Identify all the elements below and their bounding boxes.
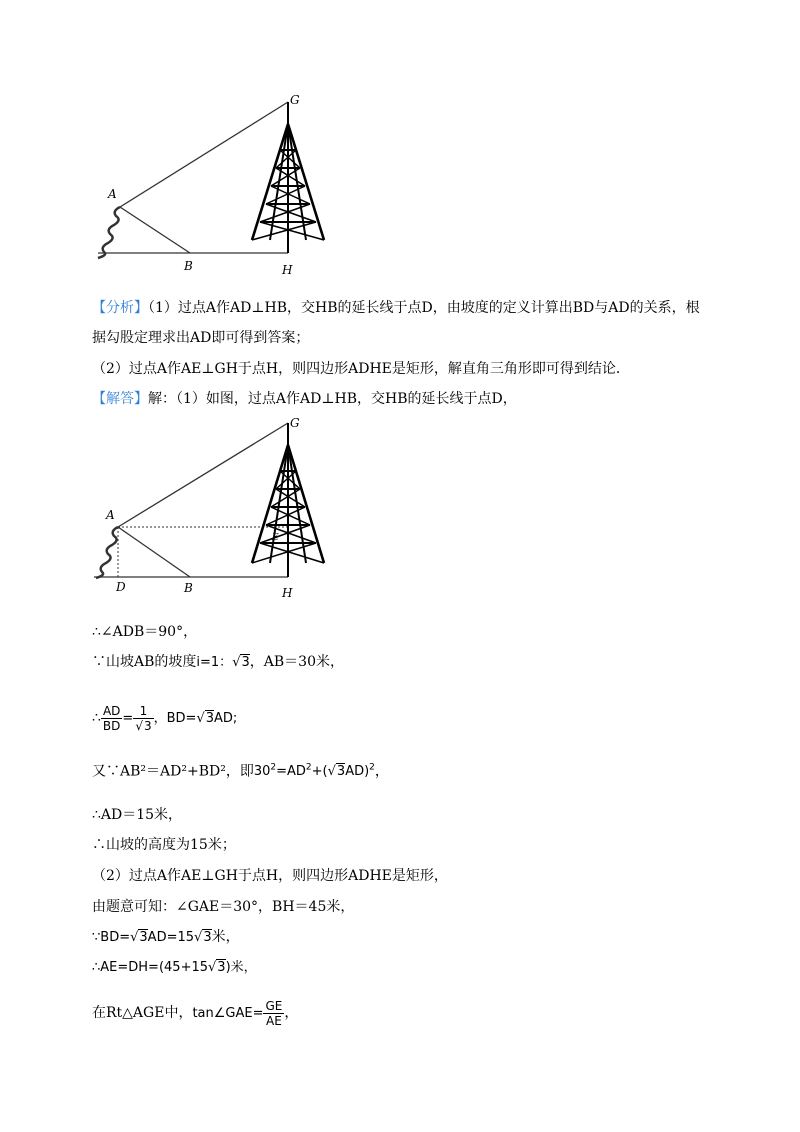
sqrt-value: 3: [217, 960, 226, 975]
sqrt-value: 3: [139, 930, 148, 945]
exp: 2: [305, 763, 312, 773]
exp: 2: [270, 763, 277, 773]
m-30: 30: [253, 764, 271, 780]
label-b: B: [184, 581, 193, 595]
numerator: 1: [133, 704, 153, 719]
m-ad-close: AD): [345, 764, 370, 780]
m-ad15: AD=15: [147, 930, 195, 945]
step-6: ∴山坡的高度为15米；: [92, 837, 236, 853]
sqrt-value: 3: [203, 930, 212, 945]
tan-expr: tan∠GAE=: [192, 1006, 264, 1021]
solution-tag: 【解答】: [92, 391, 148, 407]
step-7: （2）过点A作AE⊥GH于点H，则四边形ADHE是矩形，: [92, 868, 448, 884]
slope-squiggle: [96, 527, 118, 578]
step-11-text: 在Rt△AGE中，: [92, 1005, 193, 1021]
label-g: G: [290, 93, 300, 107]
sqrt-value: 3: [205, 711, 215, 726]
step-10: ∴AE=DH=(45+15√3)米，: [92, 960, 257, 975]
numerator: GE: [265, 998, 283, 1013]
numerator: AD: [101, 704, 122, 719]
fraction-1-sqrt3: [133, 704, 153, 733]
analysis-text-1: （1）过点A作AD⊥HB，交HB的延长线于点D，由坡度的定义计算出BD与AD的关系，根: [148, 300, 700, 316]
label-h: H: [282, 586, 293, 600]
m-ad: =AD: [276, 764, 306, 780]
slope-ratio: i=1：: [196, 655, 233, 670]
tower: [252, 102, 324, 253]
m-open: +(: [311, 764, 328, 780]
label-b: B: [184, 259, 193, 273]
line-ag: [120, 102, 288, 207]
step-3-tail: AD;: [214, 711, 238, 726]
m-ae: ∴AE=DH=(45+15: [92, 960, 208, 975]
step-9: ∵BD=√3AD=15√3米，: [92, 929, 240, 945]
label-e: E: [272, 533, 279, 543]
step-3: ∴ $\frac{AD}{BD}$ = $\frac{1}{√3}$ ，BD=√3AD;: [92, 703, 238, 733]
label-g: G: [290, 416, 300, 430]
solution-line-1: [92, 389, 517, 409]
line-ag: [118, 423, 288, 527]
label-a: A: [106, 508, 115, 522]
analysis-line-3: （2）过点A作AE⊥GH于点H，则四边形ADHE是矩形，解直角三角形即可得到结论．: [92, 361, 630, 377]
sqrt-value: 3: [143, 718, 152, 733]
analysis-line-1: [92, 298, 700, 318]
comma: ，: [374, 763, 389, 780]
step-4-text: 又∵AB²＝AD²+BD²，即: [92, 763, 254, 780]
line-ab: [118, 527, 190, 577]
exp: 2: [369, 763, 375, 773]
denominator: AE: [266, 1013, 282, 1028]
sqrt-value: 3: [336, 764, 346, 780]
therefore-symbol: ∴: [92, 710, 101, 726]
unit: 米，: [211, 929, 240, 945]
denominator: √3: [135, 718, 152, 733]
label-a: A: [108, 187, 117, 201]
tower: [252, 423, 324, 577]
step-1: ∴∠ADB＝90°，: [92, 624, 198, 640]
figure-2-tower-diagram: [80, 413, 340, 608]
m-bd: ∵BD=: [92, 930, 131, 945]
fraction-ad-bd: [101, 704, 122, 733]
step-2-text: ∵山坡AB的坡度: [92, 654, 197, 670]
slope-squiggle: [98, 207, 120, 258]
m-close: )米，: [225, 960, 257, 975]
comma: ，: [284, 1005, 299, 1021]
line-ab: [120, 207, 190, 253]
label-h: H: [282, 263, 293, 277]
denominator: BD: [102, 718, 121, 733]
step-2: ∵山坡AB的坡度i=1：√3，AB＝30米，: [92, 654, 344, 670]
step-8: 由题意可知：∠GAE＝30°，BH＝45米，: [92, 899, 355, 915]
analysis-tag: 【分析】: [92, 300, 148, 316]
label-d: D: [116, 580, 126, 594]
step-3-mid: ，BD=: [153, 711, 197, 726]
analysis-line-2: 据勾股定理求出AD即可得到答案；: [92, 330, 310, 346]
sqrt-value: 3: [241, 655, 250, 670]
fraction-ge-ae: [263, 999, 284, 1028]
step-11: [92, 995, 298, 1032]
solution-text-1: 解：（1）如图，过点A作AD⊥HB，交HB的延长线于点D，: [148, 391, 517, 407]
equals: =: [122, 711, 134, 726]
figure-1-tower-diagram: [80, 88, 340, 283]
step-5: ∴AD＝15米，: [92, 807, 183, 823]
step-2-tail: ，AB＝30米，: [249, 654, 344, 670]
step-4: 又∵AB²＝AD²+BD²，即$30^2=AD^2+(√3AD)^2$，: [92, 763, 389, 780]
